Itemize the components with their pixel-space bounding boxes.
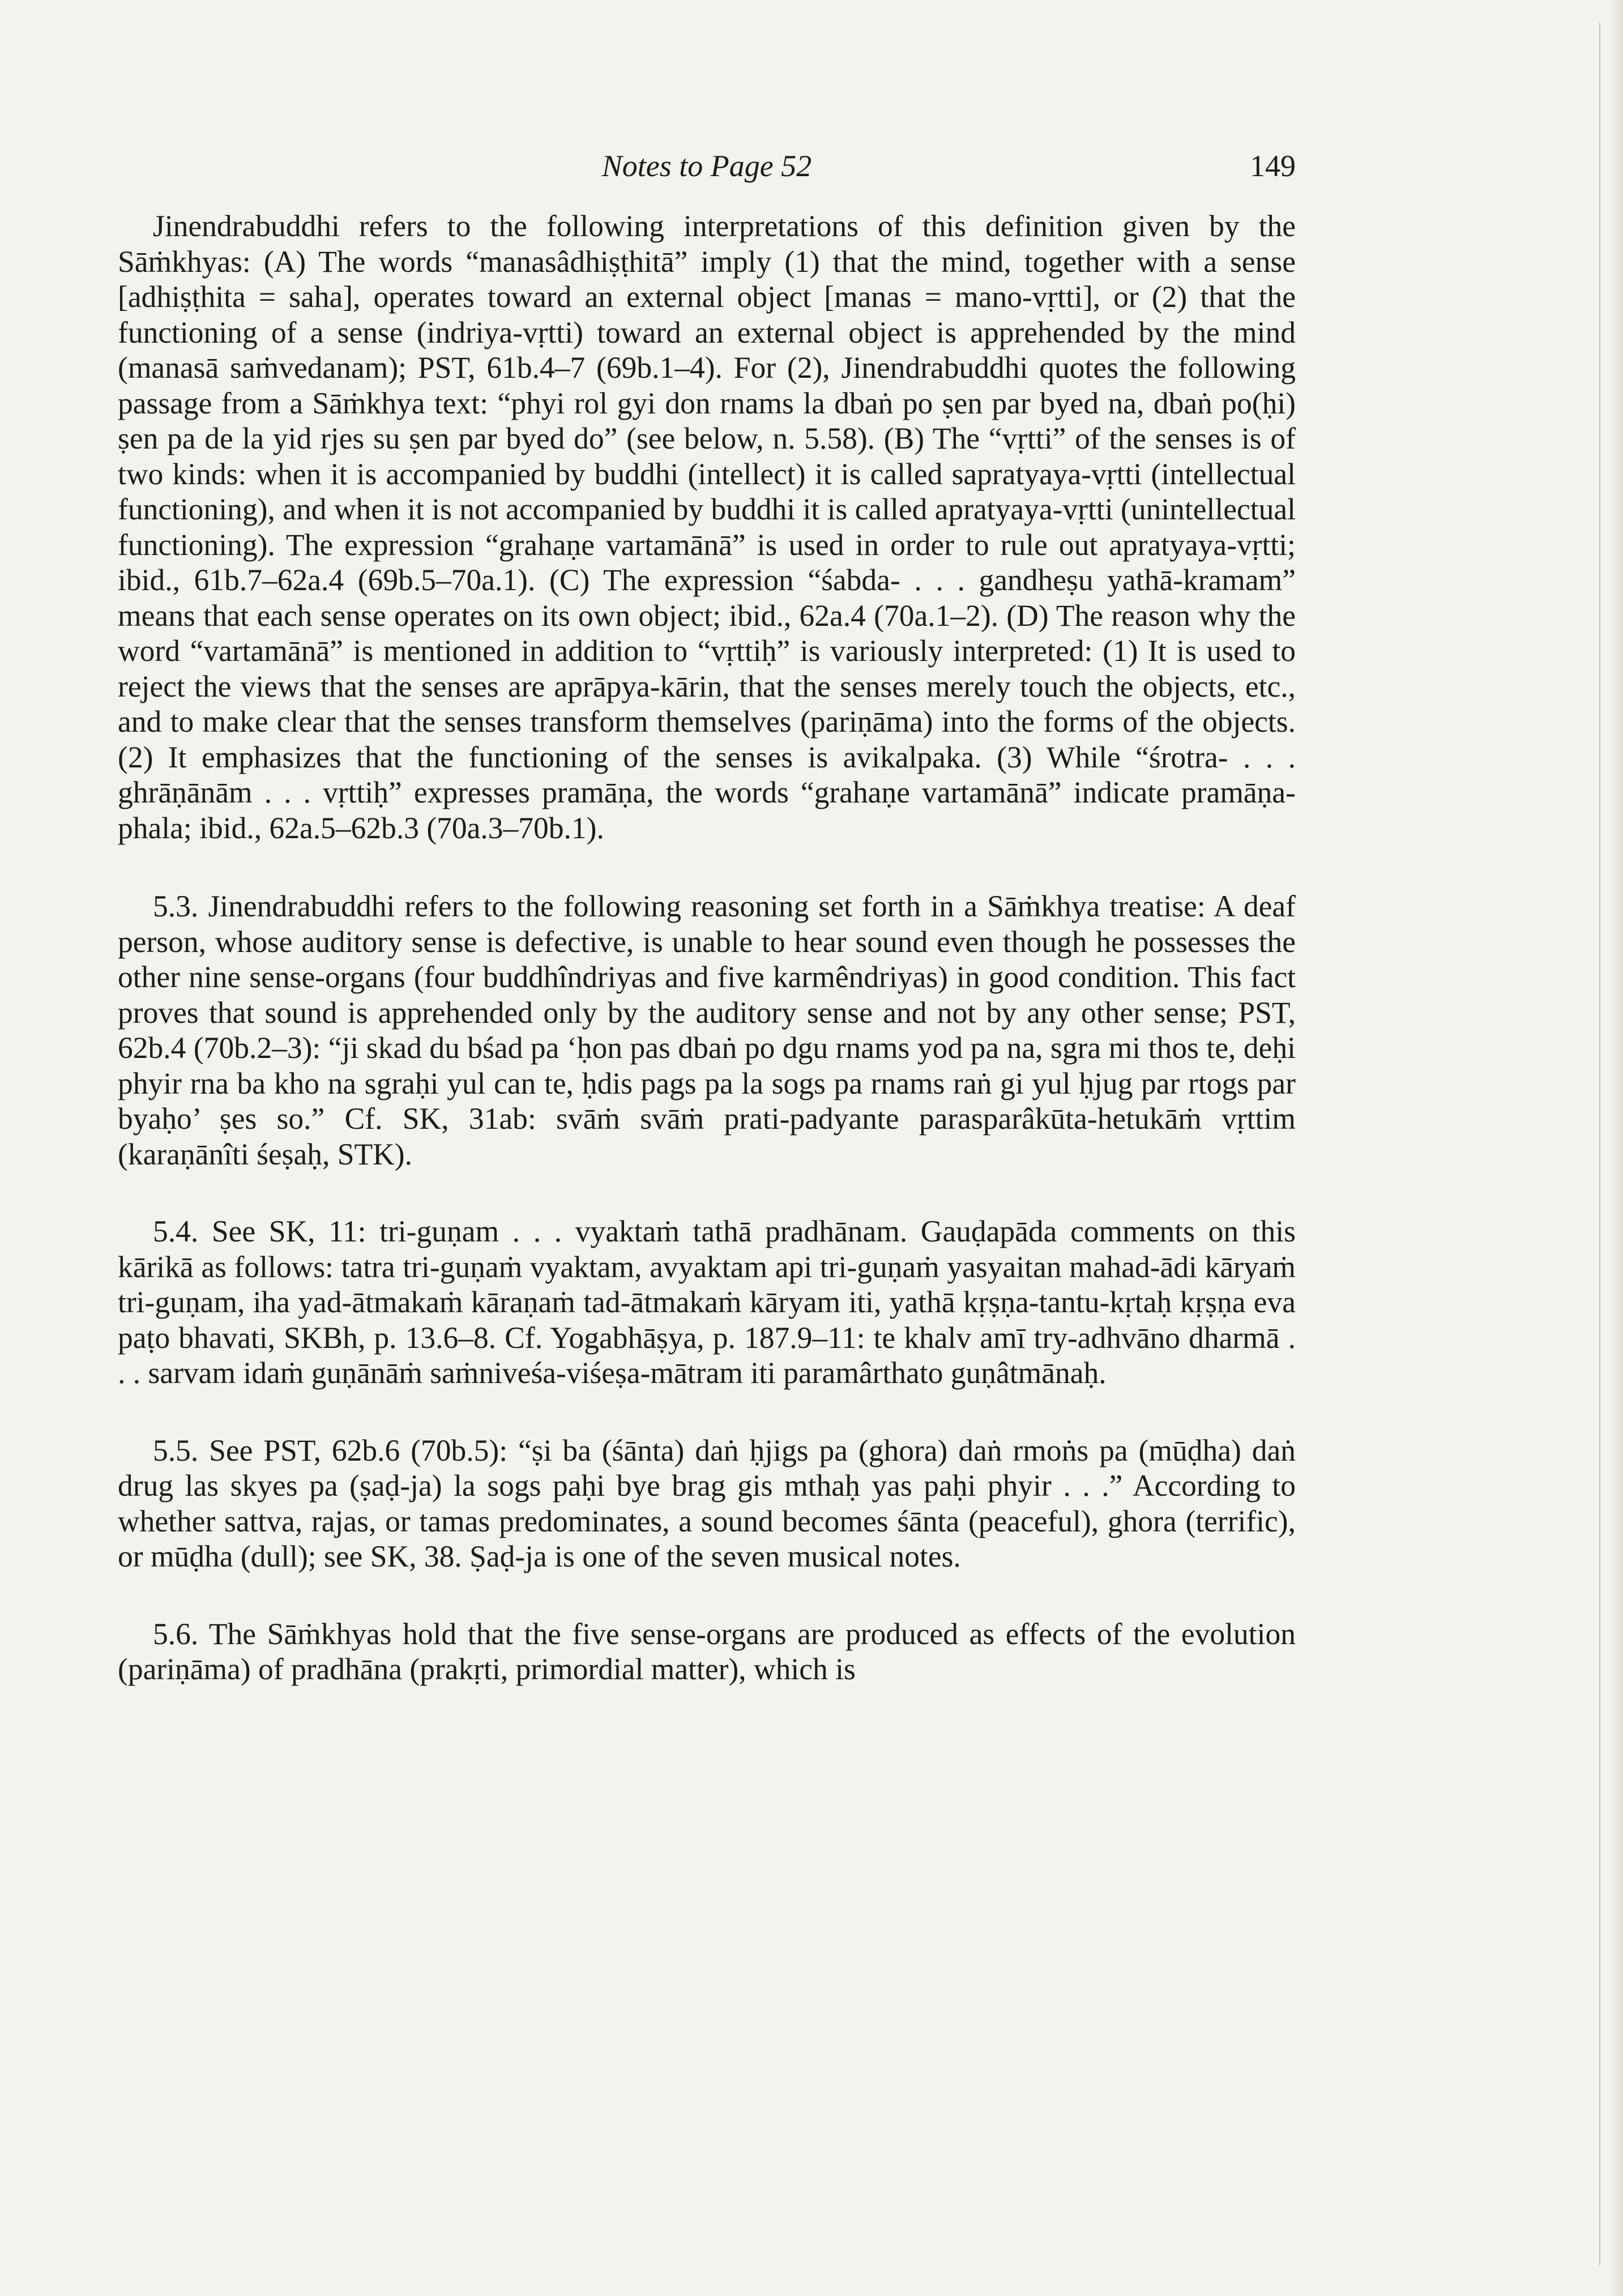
running-head — [118, 148, 1296, 194]
scan-edge-shadow — [1607, 0, 1623, 2296]
note-paragraph-5-2-continued: Jinendrabuddhi refers to the following interpretations of this definition given by the Sāṁkhyas: (A) The words “manasâdhiṣṭhitā” imply (1) that the mind, together with a sense [adhiṣṭhita = saha], operates toward an external object [manas = mano-vṛtti], or (2) that the functioning of a sense (indriya-vṛtti) toward an external object is apprehended by the mind (manasā saṁvedanam); PST, 61b.4–7 (69b.1–4). For (2), Jinendrabuddhi quotes the following passage from a Sāṁkhya text: “phyi rol gyi don rnams la dbaṅ po ṣen par byed na, dbaṅ po(ḥi) ṣen pa de la yid rjes su ṣen par byed do” (see below, n. 5.58). (B) The “vṛtti” of the senses is of two kinds: when it is accompanied by buddhi (intellect) it is called sapratyaya-vṛtti (intellectual functioning), and when it is not accompanied by buddhi it is called apratyaya-vṛtti (unintellectual functioning). The expression “grahaṇe vartamānā” is used in order to rule out apratyaya-vṛtti; ibid., 61b.7–62a.4 (69b.5–70a.1). (C) The expression “śabda- . . . gandheṣu yathā-kramam” means that each sense operates on its own object; ibid., 62a.4 (70a.1–2). (D) The reason why the word “vartamānā” is mentioned in addition to “vṛttiḥ” is variously interpreted: (1) It is used to reject the views that the senses are aprāpya-kārin, that the senses merely touch the objects, etc., and to make clear that the senses transform themselves (pariṇāma) into the forms of the objects. (2) It emphasizes that the functioning of the senses is avikalpaka. (3) While “śrotra- . . . ghrāṇānām . . . vṛttiḥ” expresses pramāṇa, the words “grahaṇe vartamānā” indicate pramāṇa-phala; ibid., 62a.5–62b.3 (70a.3–70b.1). — [118, 209, 1296, 845]
note-paragraph-5-5: 5.5. See PST, 62b.6 (70b.5): “ṣi ba (śānta) daṅ ḥjigs pa (ghora) daṅ rmoṅs pa (mūḍha) daṅ drug las skyes pa (ṣaḍ-ja) la sogs paḥi bye brag gis mthaḥ yas paḥi phyir . . .” According to whether sattva, rajas, or tamas predominates, a sound becomes śānta (peaceful), ghora (terrific), or mūḍha (dull); see SK, 38. Ṣaḍ-ja is one of the seven musical notes. — [118, 1433, 1296, 1573]
note-paragraph-5-6: 5.6. The Sāṁkhyas hold that the five sense-organs are produced as effects of the evolution (pariṇāma) of pradhāna (prakṛti, primordial matter), which is — [118, 1616, 1296, 1686]
book-page — [118, 148, 1296, 1687]
note-paragraph-5-4: 5.4. See SK, 11: tri-guṇam . . . vyaktaṁ tathā pradhānam. Gauḍapāda comments on this kārikā as follows: tatra tri-guṇaṁ vyaktam, avyaktam api tri-guṇaṁ yasyaitan mahad-ādi kāryaṁ tri-guṇam, iha yad-ātmakaṁ kāraṇaṁ tad-ātmakaṁ kāryam iti, yathā kṛṣṇa-tantu-kṛtaḥ kṛṣṇa eva paṭo bhavati, SKBh, p. 13.6–8. Cf. Yogabhāṣya, p. 187.9–11: te khalv amī try-adhvāno dharmā . . . sarvam idaṁ guṇānāṁ saṁniveśa-viśeṣa-mātram iti paramârthato guṇâtmānaḥ. — [118, 1214, 1296, 1390]
page-number: 149 — [1250, 149, 1296, 183]
running-head-title: Notes to Page 52 — [601, 149, 812, 183]
note-paragraph-5-3: 5.3. Jinendrabuddhi refers to the following reasoning set forth in a Sāṁkhya treatise: A deaf person, whose auditory sense is defective, is unable to hear sound even though he possesses the other nine sense-organs (four buddhîndriyas and five karmêndriyas) in good condition. This fact proves that sound is apprehended only by the auditory sense and not by any other sense; PST, 62b.4 (70b.2–3): “ji skad du bśad pa ‘ḥon pas dbaṅ po dgu rnams yod pa na, sgra mi thos te, deḥi phyir rna ba kho na sgraḥi yul can te, ḥdis pags pa la sogs pa rnams raṅ gi yul ḥjug par rtogs par byaḥo’ ṣes so.” Cf. SK, 31ab: svāṁ svāṁ prati-padyante parasparâkūta-hetukāṁ vṛttim (karaṇānîti śeṣaḥ, STK). — [118, 889, 1296, 1171]
scan-binding-line — [1599, 23, 1600, 2265]
